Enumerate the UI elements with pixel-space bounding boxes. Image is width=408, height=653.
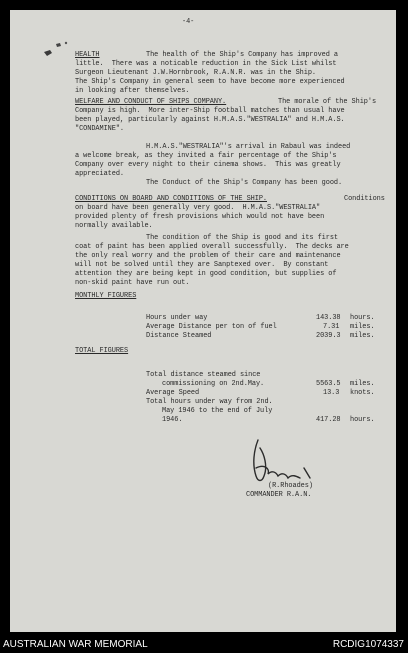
monthly-label: Hours under way (146, 314, 208, 322)
welfare-line: been played, particularly against H.M.A.S."WESTRALIA" and H.M.A.S. (75, 116, 345, 124)
page-number: -4- (182, 18, 195, 26)
total-speed-value: 13.3 (323, 389, 340, 397)
welfare-line: Company is high. More inter-Ship football matches than usual have (75, 107, 345, 115)
total-hours-unit: hours. (350, 416, 375, 424)
conditions-line: provided plenty of fresh provisions which would not have been (75, 213, 325, 221)
total-distance-value: 5563.5 (316, 380, 341, 388)
monthly-unit: miles. (350, 323, 375, 331)
monthly-heading: MONTHLY FIGURES (75, 292, 137, 300)
archive-footer (0, 636, 408, 653)
welfare-heading: WELFARE AND CONDUCT OF SHIPS COMPANY. (75, 98, 227, 106)
health-line: The health of the Ship's Company has improved a (146, 51, 338, 59)
monthly-value: 2039.3 (316, 332, 341, 340)
total-hours-label: May 1946 to the end of July (162, 407, 273, 415)
health-line: Surgeon Lieutenant J.W.Hornbrook, R.A.N.R. was in the Ship. (75, 69, 317, 77)
conditions-para2-line: coat of paint has been applied overall successfully. The decks are (75, 243, 349, 251)
welfare-para2-line: a welcome break, as they invited a fair percentage of the Ship's (75, 152, 337, 160)
conditions-line: on board have been generally very good. H.M.A.S."WESTRALIA" (75, 204, 321, 212)
footer-institution: AUSTRALIAN WAR MEMORIAL (3, 639, 148, 650)
health-line: The Ship's Company in general seem to have become more experienced (75, 78, 345, 86)
monthly-unit: miles. (350, 332, 375, 340)
total-hours-label: 1946. (162, 416, 183, 424)
total-speed-label: Average Speed (146, 389, 200, 397)
welfare-para2-line: appreciated. (75, 170, 125, 178)
conditions-para2-line: the only real worry and the problem of their care and maintenance (75, 252, 341, 260)
total-speed-unit: knots. (350, 389, 375, 397)
welfare-para2-line: H.M.A.S."WESTRALIA"'s arrival in Rabaul was indeed (146, 143, 351, 151)
total-distance-label: commissioning on 2nd.May. (162, 380, 265, 388)
monthly-value: 143.38 (316, 314, 341, 322)
monthly-unit: hours. (350, 314, 375, 322)
total-hours-value: 417.28 (316, 416, 341, 424)
monthly-value: 7.31 (323, 323, 340, 331)
footer-record-id: RCDIG1074337 (332, 639, 404, 650)
welfare-para2-line: Company over every night to their cinema shows. This was greatly (75, 161, 341, 169)
conditions-para2-line: The condition of the Ship is good and its first (146, 234, 338, 242)
monthly-label: Average Distance per ton of fuel (146, 323, 277, 331)
total-distance-label: Total distance steamed since (146, 371, 261, 379)
welfare-heading-tail: The morale of the Ship's (278, 98, 377, 106)
welfare-line: "CONDAMINE". (75, 125, 125, 133)
signatory-name: (R.Rhoades) (268, 482, 313, 490)
conditions-line: normally available. (75, 222, 153, 230)
conditions-heading-tail: Conditions (344, 195, 385, 203)
conditions-para2-line: attention they are being kept in good condition, but supplies of (75, 270, 337, 278)
conditions-para2-line: will not be solved until they are Sanptexed over. By constant (75, 261, 329, 269)
staple-mark-icon (42, 38, 76, 64)
welfare-para3: The Conduct of the Ship's Company has been good. (146, 179, 343, 187)
conditions-heading: CONDITIONS ON BOARD AND CONDITIONS OF THE SHIP. (75, 195, 267, 203)
health-heading: HEALTH (75, 51, 100, 59)
total-hours-label: Total hours under way from 2nd. (146, 398, 273, 406)
handwritten-signature (246, 438, 316, 488)
document-page (10, 10, 396, 632)
health-line: little. There was a noticable reduction in the Sick List whilst (75, 60, 337, 68)
signatory-title: COMMANDER R.A.N. (246, 491, 312, 499)
total-distance-unit: miles. (350, 380, 375, 388)
health-line: in looking after themselves. (75, 87, 190, 95)
conditions-para2-line: non-skid paint have run out. (75, 279, 190, 287)
total-heading: TOTAL FIGURES (75, 347, 129, 355)
monthly-label: Distance Steamed (146, 332, 212, 340)
